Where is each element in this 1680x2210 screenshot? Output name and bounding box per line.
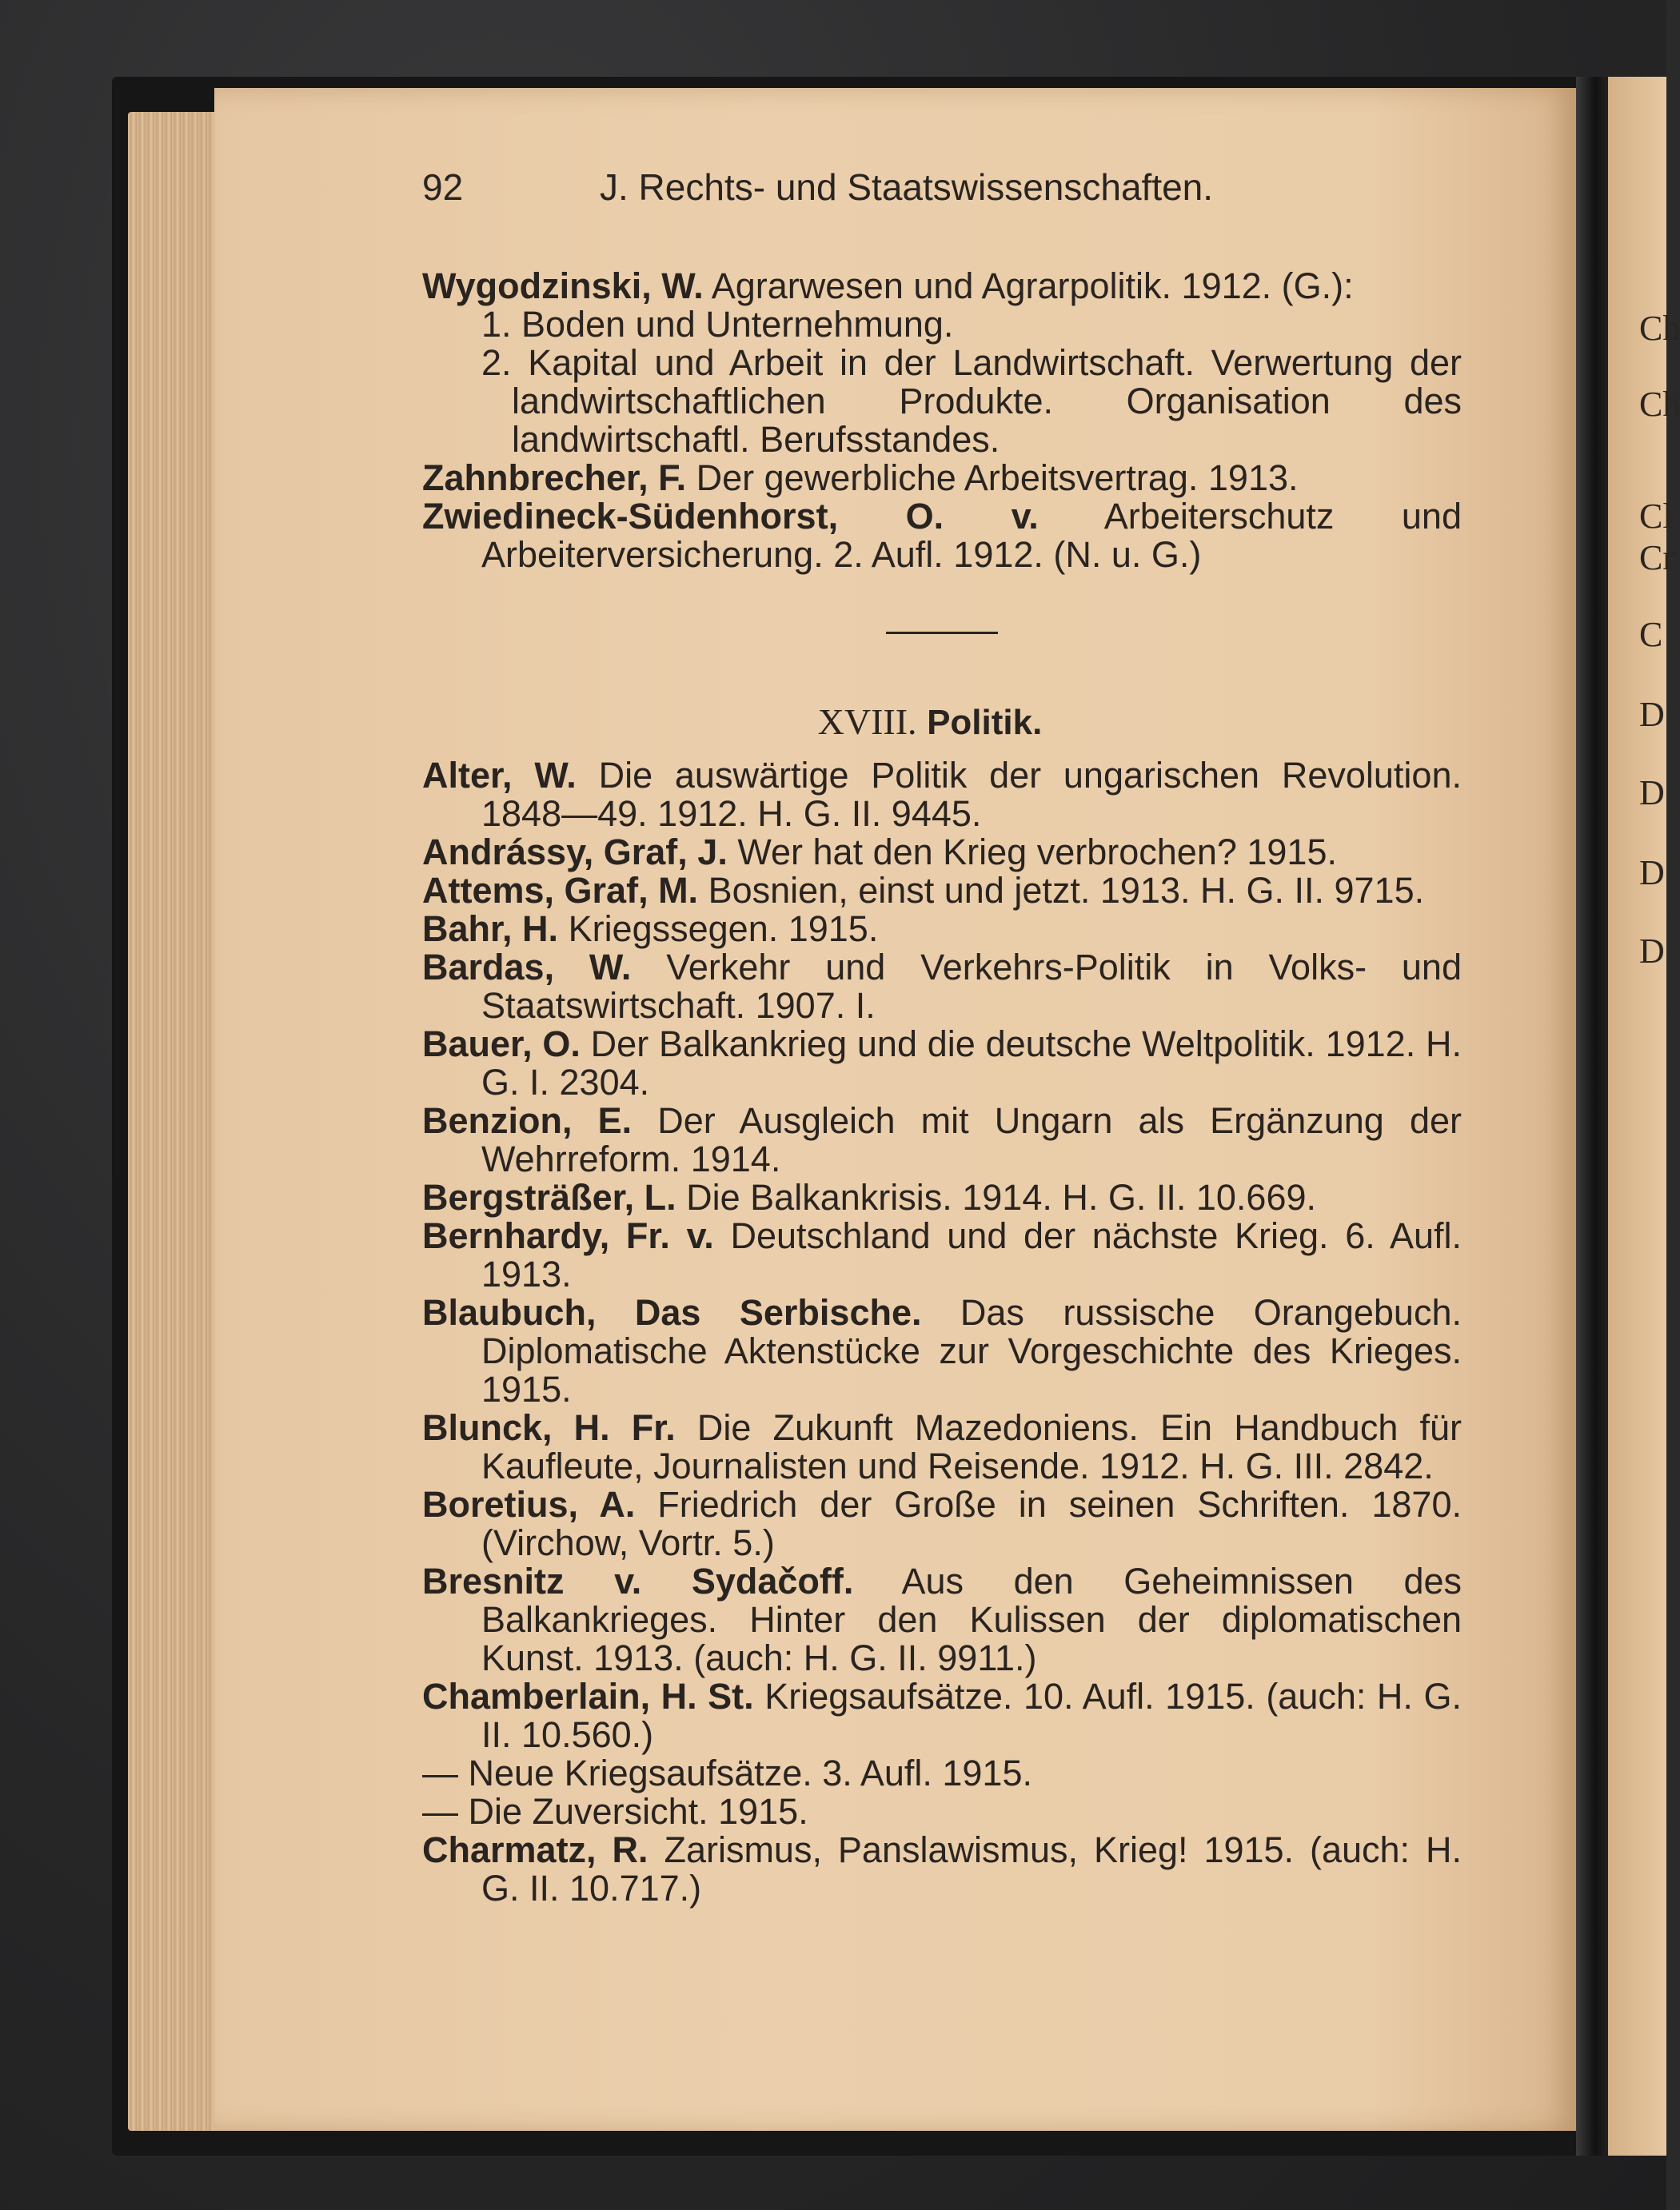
section-divider	[886, 632, 998, 634]
section-number: XVIII.	[817, 701, 917, 742]
entry-dash: —	[422, 1753, 458, 1793]
entry-text: Verkehr und Verkehrs-Politik in Volks- und Staatswirtschaft. 1907. I.	[481, 947, 1462, 1026]
bibliography-entry	[422, 267, 1462, 305]
page-content	[422, 168, 1462, 1908]
section-heading	[422, 703, 1462, 742]
entry-dash: —	[422, 1791, 458, 1832]
entry-author: Blunck, H. Fr.	[422, 1407, 676, 1448]
entry-list	[422, 756, 1462, 1908]
running-header	[422, 168, 1462, 216]
bibliography-entry	[422, 833, 1462, 872]
entry-text: Kriegssegen. 1915.	[568, 908, 879, 949]
facing-page-letter: Cr	[1639, 538, 1674, 577]
entry-list-top	[422, 267, 1462, 574]
entry-author: Charmatz, R.	[422, 1829, 648, 1870]
facing-page-letter: D	[1639, 931, 1665, 971]
entry-author: Wygodzinski, W.	[422, 265, 704, 306]
entry-text: Zarismus, Panslawismus, Krieg! 1915. (auch: H. G. II. 10.717.)	[481, 1829, 1462, 1909]
entry-author: Chamberlain, H. St.	[422, 1676, 754, 1717]
entry-text: Aus den Geheimnissen des Balkankrieges. Hinter den Kulissen der diplomatischen Kunst. 1913. (auch: H. G. II. 9911.)	[481, 1561, 1463, 1678]
entry-text: Der Balkankrieg und die deutsche Weltpolitik. 1912. H. G. I. 2304.	[481, 1023, 1462, 1103]
entry-text: Friedrich der Große in seinen Schriften. 1870. (Virchow, Vortr. 5.)	[481, 1484, 1462, 1563]
bibliography-entry	[422, 459, 1462, 497]
entry-author: Bernhardy, Fr. v.	[422, 1215, 714, 1256]
bibliography-entry	[422, 1831, 1462, 1908]
running-title: J. Rechts- und Staatswissenschaften.	[600, 166, 1214, 208]
entry-text: Agrarwesen und Agrarpolitik. 1912. (G.):	[711, 265, 1354, 306]
bibliography-entry	[422, 1562, 1462, 1677]
entry-author: Bardas, W.	[422, 947, 632, 987]
entry-author: Alter, W.	[422, 755, 577, 796]
entry-author: Bergsträßer, L.	[422, 1177, 676, 1218]
bibliography-entry	[422, 910, 1462, 948]
facing-page-letter: Ch	[1639, 309, 1680, 348]
entry-text: Das russische Orangebuch. Diplomatische Aktenstücke zur Vorgeschichte des Krieges. 1915.	[481, 1292, 1462, 1410]
facing-page-letter: D	[1639, 853, 1665, 892]
bibliography-entry	[422, 1754, 1462, 1793]
facing-page-letter: Ch	[1639, 385, 1680, 424]
entry-author: Boretius, A.	[422, 1484, 636, 1525]
facing-page-letter: D	[1639, 695, 1665, 734]
entry-text: Der Ausgleich mit Ungarn als Ergänzung der Wehrreform. 1914.	[481, 1100, 1462, 1179]
entry-author: Attems, Graf, M.	[422, 870, 699, 911]
entry-author: Bresnitz v. Sydačoff.	[422, 1561, 854, 1602]
bibliography-entry	[422, 1409, 1462, 1486]
facing-page-letter: Cl	[1639, 497, 1673, 536]
entry-text: Die auswärtige Politik der ungarischen Revolution. 1848—49. 1912. H. G. II. 9445.	[481, 755, 1462, 834]
entry-text: Die Balkankrisis. 1914. H. G. II. 10.669.	[686, 1177, 1317, 1218]
facing-page-letter: C	[1639, 615, 1663, 654]
entry-subitem: 2. Kapital und Arbeit in der Landwirtschaft. Verwertung der landwirtschaftlichen Produkte. Organisation des landwirtschaftl. Berufsstandes.	[481, 342, 1462, 460]
entry-text: Arbeiterschutz und Arbeiterversicherung. 2. Aufl. 1912. (N. u. G.)	[481, 496, 1462, 575]
bibliography-entry	[422, 1102, 1462, 1179]
entry-text: Kriegsaufsätze. 10. Aufl. 1915. (auch: H. G. II. 10.560.)	[481, 1676, 1462, 1755]
entry-text: Bosnien, einst und jetzt. 1913. H. G. II. 9715.	[708, 870, 1425, 911]
bibliography-entry	[422, 1294, 1462, 1409]
entry-author: Zahnbrecher, F.	[422, 457, 687, 498]
entry-text: Deutschland und der nächste Krieg. 6. Aufl. 1913.	[481, 1215, 1462, 1294]
bibliography-entry	[422, 1179, 1462, 1217]
entry-author: Andrássy, Graf, J.	[422, 832, 728, 872]
entry-text: Der gewerbliche Arbeitsvertrag. 1913.	[696, 457, 1299, 498]
section-title: Politik.	[927, 703, 1043, 742]
entry-subitem: 1. Boden und Unternehmung.	[481, 304, 954, 345]
entry-author: Zwiedineck-Südenhorst, O. v.	[422, 496, 1039, 537]
bibliography-entry	[422, 1793, 1462, 1831]
entry-author: Bahr, H.	[422, 908, 559, 949]
bibliography-entry	[422, 1677, 1462, 1754]
book-gutter	[1576, 77, 1608, 2156]
entry-text: Neue Kriegsaufsätze. 3. Aufl. 1915.	[468, 1753, 1032, 1793]
entry-author: Bauer, O.	[422, 1023, 581, 1064]
entry-author: Benzion, E.	[422, 1100, 632, 1141]
entry-text: Wer hat den Krieg verbrochen? 1915.	[737, 832, 1337, 872]
bibliography-entry	[422, 948, 1462, 1025]
bibliography-entry	[422, 1025, 1462, 1102]
bibliography-entry	[422, 1217, 1462, 1294]
bibliography-entry	[422, 872, 1462, 910]
bibliography-entry	[422, 756, 1462, 833]
entry-text: Die Zuversicht. 1915.	[468, 1791, 808, 1832]
page-number: 92	[422, 166, 464, 208]
facing-page-letter: D	[1639, 773, 1665, 812]
bibliography-entry	[422, 497, 1462, 574]
entry-text: Die Zukunft Mazedoniens. Ein Handbuch für Kaufleute, Journalisten und Reisende. 1912. H. G. III. 2842.	[481, 1407, 1462, 1486]
bibliography-entry	[422, 1486, 1462, 1562]
entry-author: Blaubuch, Das Serbische.	[422, 1292, 922, 1333]
